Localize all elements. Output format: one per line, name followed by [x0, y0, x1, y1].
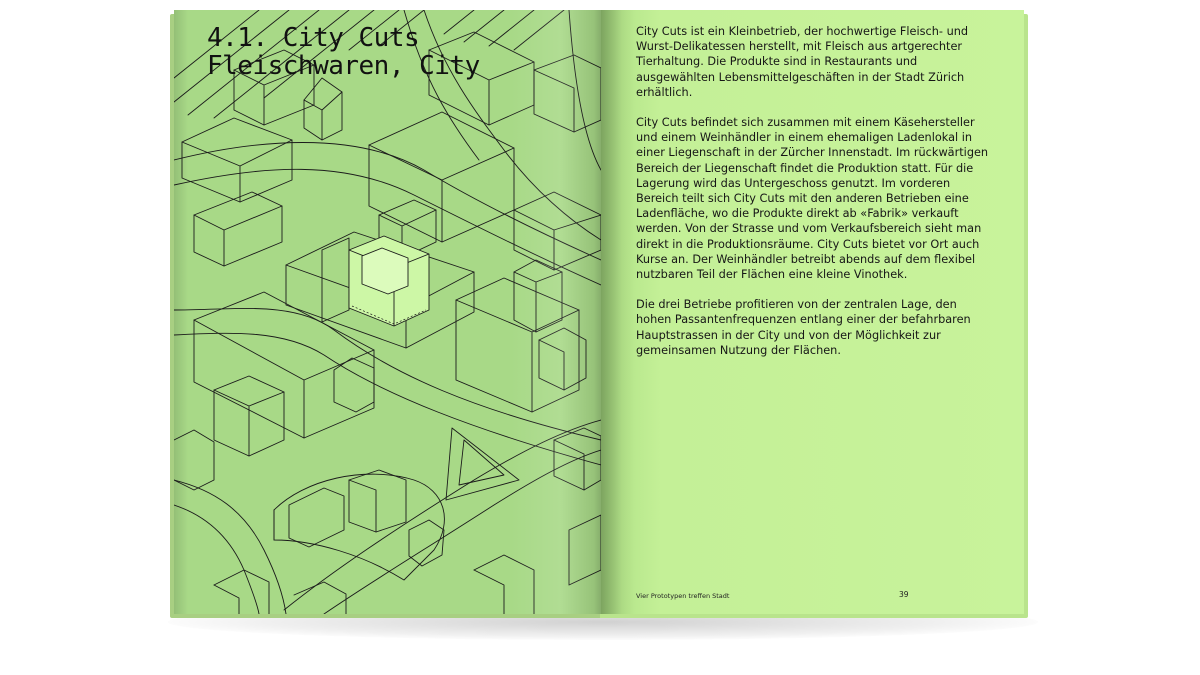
page-number: 39 [899, 590, 909, 599]
gutter-shade [601, 10, 635, 614]
chapter-title-line-1: 4.1. City Cuts [207, 23, 420, 53]
paragraph-2: City Cuts befindet sich zusammen mit einem Käsehersteller und einem Weinhändler in einem ehemaligen Ladenlokal in einer Liegenschaft in der Zürcher Innenstadt. Im rückwärtigen Bereich der Liegenschaft findet die Produktion statt. Für die Lagerung wird das Untergeschoss genutzt. Im vorderen Bereich teilt sich City Cuts mit den anderen Betrieben eine Ladenfläche, wo die Produkte direkt ab «Fabrik» verkauft werden. Von der Strasse und vom Verkaufsbereich sieht man direkt in die Produktionsräume. City Cuts bietet vor Ort auch Kurse an. Der Weinhändler betreibt abends auf dem flexibel nutzbaren Teil der Flächen eine kleine Vinothek. [636, 116, 989, 282]
right-page [601, 10, 1024, 614]
chapter-title [207, 24, 480, 80]
running-footer: Vier Prototypen treffen Stadt [636, 592, 730, 600]
paragraph-1: City Cuts ist ein Kleinbetrieb, der hochwertige Fleisch- und Wurst-Delikatessen herstellt, mit Fleisch aus artgerechter Tierhaltung. Die Produkte sind in Restaurants und ausgewählten Lebensmittelgeschäften in der Stadt Zürich erhältlich. [636, 25, 969, 99]
isometric-city-map-illustration [174, 10, 601, 614]
body-text [636, 24, 992, 373]
chapter-title-line-2: Fleischwaren, City [207, 51, 480, 81]
paragraph-3: Die drei Betriebe profitieren von der zentralen Lage, den hohen Passantenfrequenzen entlang einer der befahrbaren Hauptstrassen in der City und von der Möglichkeit zur gemeinsamen Nutzung der Flächen. [636, 298, 971, 357]
left-page [174, 10, 601, 614]
